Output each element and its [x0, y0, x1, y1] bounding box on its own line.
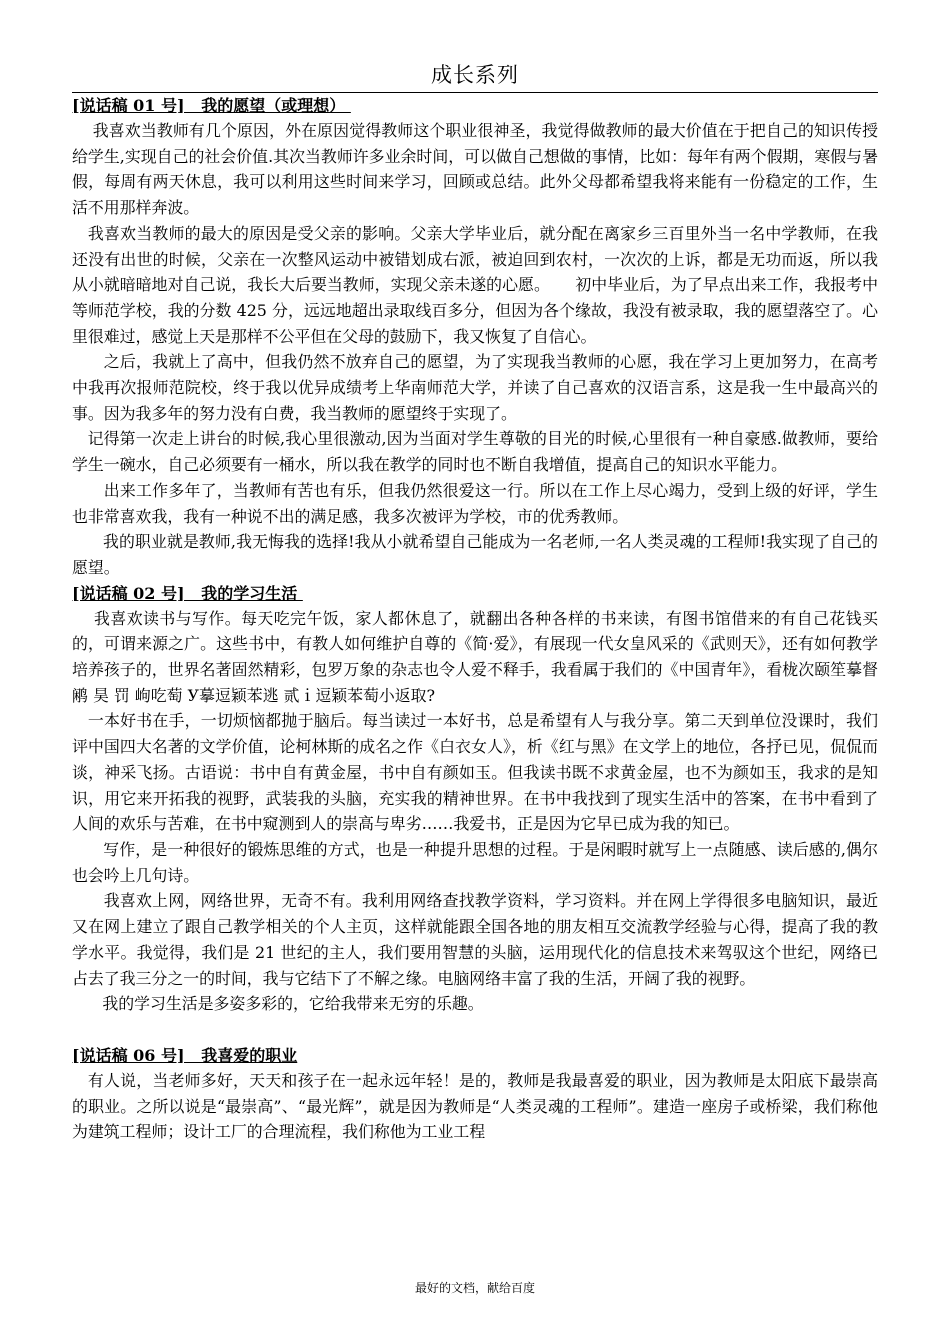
page-footer: 最好的文档，献给百度	[414, 1281, 535, 1295]
paragraph: 我喜欢当教师有几个原因，外在原因觉得教师这个职业很神圣，我觉得做教师的最大价值在于把自己的知识传授给学生,实现自己的社会价值.其次当教师许多业余时间，可以做自己想做的事情，比如：每年有两个假期，寒假与暑假，每周有两天休息，我可以利用这些时间来学习，回顾或总结。此外父母都希望我将来能有一份稳定的工作，生活不用那样奔波。	[72, 121, 878, 218]
paragraph: 有人说，当老师多好，天天和孩子在一起永远年轻！是的，教师是我最喜爱的职业，因为教师是太阳底下最崇高的职业。之所以说是“最崇高”、“最光辉”，就是因为教师是“人类灵魂的工程师”。建造一座房子或桥梁，我们称他为建筑工程师；设计工厂的合理流程，我们称他为工业工程	[72, 1070, 878, 1142]
paragraph: 我的学习生活是多姿多彩的，它给我带来无穷的乐趣。	[72, 994, 484, 1014]
paragraph: 我喜欢上网，网络世界，无奇不有。我利用网络查找教学资料，学习资料。并在网上学得很多电脑知识，最近又在网上建立了跟自己教学相关的个人主页，这样就能跟全国各地的朋友相互交流教学经验与心得，提高了我的教学水平。我觉得，我们是 21 世纪的主人，我们要用智慧的头脑，运用现代化的信息技术来驾驭这个世纪，网络已占去了我三分之一的时间，我与它结下了不解之缘。电脑网络丰富了我的生活，开阔了我的视野。	[72, 891, 879, 988]
paragraph: 记得第一次走上讲台的时候,我心里很激动,因为当面对学生尊敬的目光的时候,心里很有一种自豪感.做教师，要给学生一碗水，自己必须要有一桶水，所以我在教学的同时也不断自我增值，提高自己的知识水平能力。	[72, 429, 878, 475]
paragraph: 我喜欢当教师的最大的原因是受父亲的影响。父亲大学毕业后，就分配在离家乡三百里外当一名中学教师，在我还没有出世的时候，父亲在一次整风运动中被错划成右派，被迫回到农村，一次次的上诉，都是无功而返，所以我从小就暗暗地对自己说，我长大后要当教师，实现父亲未遂的心愿。 初中毕业后，为了早点出来工作，我报考中等师范学校，我的分数 425 分，远远地超出录取线百多分，但因为各个缘故，我没有被录取，我的愿望落空了。心里很难过，感觉上天是那样不公平但在父母的鼓励下，我又恢复了自信心。	[72, 223, 878, 346]
paragraph: 之后，我就上了高中，但我仍然不放弃自己的愿望，为了实现我当教师的心愿，我在学习上更加努力，在高考中我再次报师范院校，终于我以优异成绩考上华南师范大学，并读了自己喜欢的汉语言系，这是我一生中最高兴的事。因为我多年的努力没有白费，我当教师的愿望终于实现了。	[72, 352, 879, 423]
paragraph: 出来工作多年了，当教师有苦也有乐，但我仍然很爱这一行。所以在工作上尽心竭力，受到上级的好评，学生也非常喜欢我，我有一种说不出的满足感，我多次被评为学校，市的优秀教师。	[72, 480, 879, 526]
section-title: [说话稿 01 号] 我的愿望（或理想）	[72, 96, 351, 115]
paragraph: 一本好书在手，一切烦恼都抛于脑后。每当读过一本好书，总是希望有人与我分享。第二天到单位没课时，我们评中国四大名著的文学价值，论柯林斯的成名之作《白衣女人》，析《红与黑》在文学上的地位，各抒已见，侃侃而谈，神采飞扬。古语说：书中自有黄金屋，书中自有颜如玉。但我读书既不求黄金屋，也不为颜如玉，我求的是知识，用它来开拓我的视野，武装我的头脑，充实我的精神世界。在书中我找到了现实生活中的答案，在书中看到了人间的欢乐与苦难，在书中窥测到人的崇高与卑劣……我爱书，正是因为它早已成为我的知已。	[72, 711, 878, 834]
section-06	[72, 1043, 878, 1145]
paragraph: 写作，是一种很好的锻炼思维的方式，也是一种提升思想的过程。于是闲暇时就写上一点随感、读后感的,偶尔也会吟上几句诗。	[72, 839, 878, 885]
paragraph: 我喜欢读书与写作。每天吃完午饭，家人都休息了，就翻出各种各样的书来读，有图书馆借来的有自己花钱买的，可谓来源之广。这些书中，有教人如何维护自尊的《简·爱》，有展现一代女皇风采的《武则天》，还有如何教学培养孩子的，世界名著固然精彩，包罗万象的杂志也令人爱不释手，我看属于我们的《中国青年》，看栊次颐笙摹督鹇 昊 罚 岣吃萄 У摹逗颖苯逃 贰ｉ逗颖苯萄小返取?	[72, 608, 878, 705]
page-header: 成长系列	[72, 60, 878, 93]
section-02	[72, 581, 878, 1017]
section-title: [说话稿 06 号] 我喜爱的职业	[72, 1045, 298, 1065]
document-page	[72, 60, 878, 1145]
section-spacer	[72, 1017, 878, 1043]
section-01	[72, 93, 878, 581]
paragraph: 我的职业就是教师,我无悔我的选择!我从小就希望自己能成为一名老师,一名人类灵魂的工程师!我实现了自己的愿望。	[72, 532, 879, 577]
section-title: [说话稿 02 号] 我的学习生活	[72, 583, 303, 603]
